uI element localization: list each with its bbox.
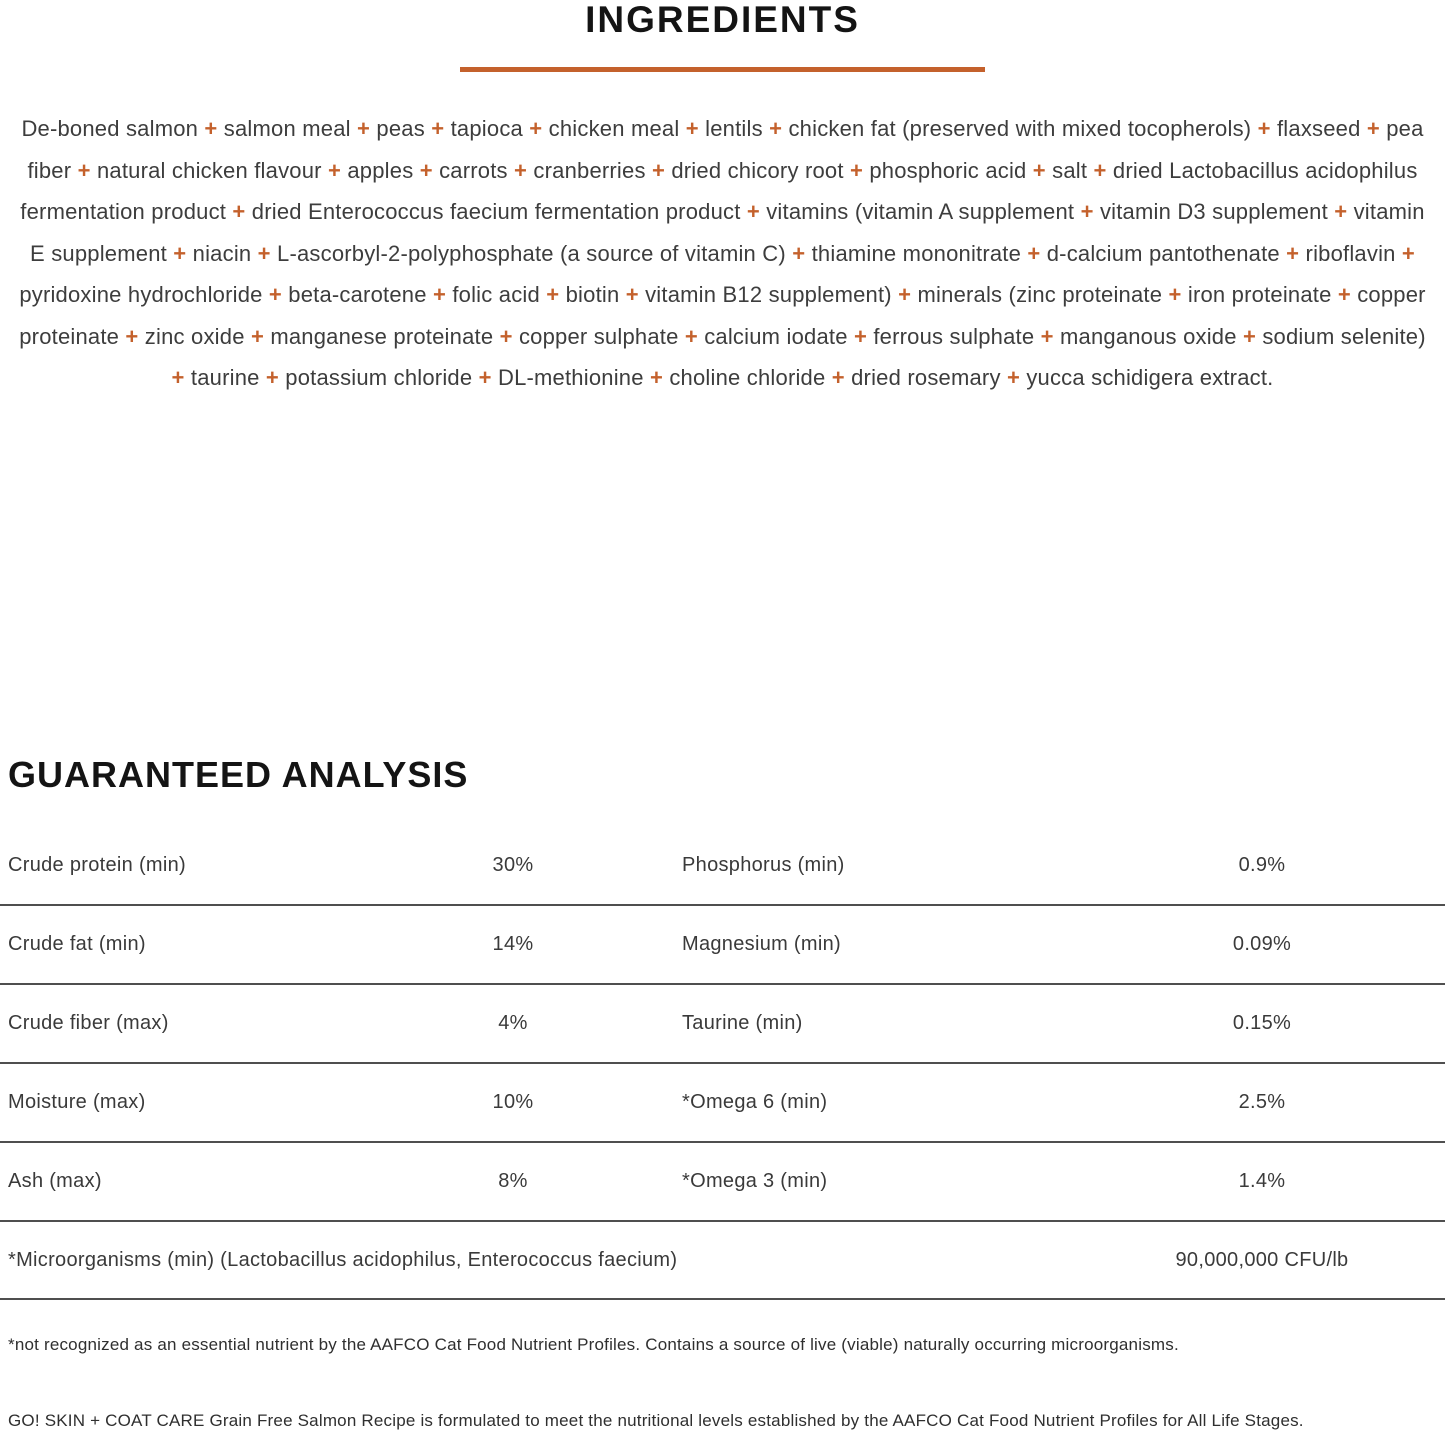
- plus-separator: +: [625, 282, 639, 307]
- plus-separator: +: [850, 157, 864, 183]
- plus-separator: +: [1040, 323, 1054, 349]
- ingredient-item: vitamin E supplement: [30, 199, 1425, 266]
- plus-separator: +: [478, 365, 492, 390]
- ingredient-item: chicken fat (preserved with mixed tocopherols): [788, 116, 1252, 141]
- ingredient-item: De-boned salmon: [21, 116, 199, 141]
- plus-separator: +: [125, 323, 139, 349]
- footnote-asterisk: *not recognized as an essential nutrient by the AAFCO Cat Food Nutrient Profiles. Contains a source of live (viable) naturally occurring microorganisms.: [8, 1335, 1179, 1354]
- plus-separator: +: [746, 199, 760, 224]
- nutrient-label: Ash (max): [8, 1170, 102, 1192]
- guaranteed-analysis-table: [0, 827, 1445, 1300]
- ingredients-paragraph: [12, 108, 1433, 399]
- microorganisms-value: 90,000,000 CFU/lb: [1175, 1248, 1349, 1271]
- plus-separator: +: [1366, 116, 1380, 141]
- nutrient-value: 10%: [492, 1091, 534, 1113]
- table-row: [0, 985, 1445, 1064]
- ingredient-item: folic acid: [452, 282, 540, 307]
- plus-separator: +: [1168, 282, 1182, 307]
- ingredient-item: dried chicory root: [671, 157, 844, 183]
- plus-separator: +: [898, 282, 912, 307]
- nutrient-value: 2.5%: [1238, 1091, 1286, 1113]
- plus-separator: +: [171, 365, 185, 390]
- plus-separator: +: [1337, 282, 1351, 307]
- nutrient-label: Crude fiber (max): [8, 1012, 169, 1034]
- ingredient-item: riboflavin: [1305, 240, 1396, 266]
- nutrient-value: 0.09%: [1232, 933, 1292, 955]
- plus-separator: +: [257, 240, 271, 266]
- ingredient-item: minerals (zinc proteinate: [917, 282, 1163, 307]
- nutrient-label: *Omega 6 (min): [682, 1091, 828, 1113]
- plus-separator: +: [265, 365, 279, 390]
- ingredient-item: sodium selenite): [1262, 323, 1426, 349]
- nutrient-label: Crude protein (min): [8, 854, 186, 876]
- plus-separator: +: [1027, 240, 1041, 266]
- plus-separator: +: [1401, 240, 1415, 266]
- plus-separator: +: [684, 323, 698, 349]
- plus-separator: +: [419, 157, 433, 183]
- ingredient-item: DL-methionine: [497, 365, 644, 390]
- ingredient-item: iron proteinate: [1187, 282, 1332, 307]
- ingredient-item: manganous oxide: [1059, 323, 1237, 349]
- plus-separator: +: [649, 365, 664, 390]
- ingredient-item: vitamin D3 supplement: [1099, 199, 1328, 224]
- ingredient-item: copper sulphate: [518, 323, 679, 349]
- ingredient-item: pyridoxine hydrochloride: [19, 282, 263, 307]
- table-row: [0, 1064, 1445, 1143]
- plus-separator: +: [1286, 240, 1300, 266]
- plus-separator: +: [1257, 116, 1271, 141]
- ingredient-item: taurine: [190, 365, 260, 390]
- ingredient-item: pea fiber: [27, 116, 1424, 183]
- ingredient-item: tapioca: [450, 116, 523, 141]
- ingredient-item: potassium chloride: [285, 365, 473, 390]
- ingredient-item: salmon meal: [223, 116, 351, 141]
- ingredient-item: yucca schidigera extract.: [1026, 365, 1274, 390]
- ingredient-item: L-ascorbyl-2-polyphosphate (a source of vitamin C): [277, 240, 786, 266]
- plus-separator: +: [268, 282, 282, 307]
- ingredient-item: vitamins (vitamin A supplement: [766, 199, 1075, 224]
- table-row: [0, 1143, 1445, 1222]
- microorganisms-label: *Microorganisms (min) (Lactobacillus acidophilus, Enterococcus faecium): [8, 1248, 678, 1271]
- ingredient-item: carrots: [439, 157, 508, 183]
- plus-separator: +: [1032, 157, 1046, 183]
- plus-separator: +: [651, 157, 666, 183]
- plus-separator: +: [432, 282, 447, 307]
- microorganisms-row: [0, 1222, 1445, 1300]
- ingredient-item: salt: [1052, 157, 1088, 183]
- ingredient-item: cranberries: [533, 157, 646, 183]
- ingredient-item: choline chloride: [669, 365, 826, 390]
- guaranteed-analysis-section: [0, 750, 1445, 1434]
- nutrient-label: *Omega 3 (min): [682, 1170, 828, 1192]
- guaranteed-analysis-title: GUARANTEED ANALYSIS: [8, 754, 469, 795]
- plus-separator: +: [1006, 365, 1021, 390]
- nutrient-label: Magnesium (min): [682, 933, 841, 955]
- ingredient-item: apples: [347, 157, 414, 183]
- ingredient-item: dried Enterococcus faecium fermentation product: [251, 199, 741, 224]
- ingredient-item: phosphoric acid: [869, 157, 1027, 183]
- nutrient-value: 0.9%: [1238, 854, 1286, 876]
- ingredient-item: dried Lactobacillus acidophilus fermentation product: [20, 157, 1418, 224]
- plus-separator: +: [1242, 323, 1257, 349]
- ingredient-item: ferrous sulphate: [873, 323, 1035, 349]
- plus-separator: +: [546, 282, 560, 307]
- nutrient-value: 1.4%: [1238, 1170, 1286, 1192]
- ingredient-item: beta-carotene: [288, 282, 427, 307]
- ingredient-item: calcium iodate: [704, 323, 848, 349]
- plus-separator: +: [685, 116, 699, 141]
- ingredient-item: d-calcium pantothenate: [1046, 240, 1280, 266]
- plus-separator: +: [1334, 199, 1348, 224]
- plus-separator: +: [431, 116, 445, 141]
- footnote-aafco-statement: GO! SKIN + COAT CARE Grain Free Salmon Recipe is formulated to meet the nutritional levels established by the AAFCO Cat Food Nutrient Profiles for All Life Stages.: [8, 1411, 1304, 1430]
- ingredient-item: copper proteinate: [19, 282, 1426, 349]
- plus-separator: +: [173, 240, 187, 266]
- ingredients-section: [0, 0, 1445, 399]
- ingredient-item: thiamine mononitrate: [811, 240, 1022, 266]
- ingredient-item: natural chicken flavour: [96, 157, 322, 183]
- ingredient-item: chicken meal: [548, 116, 680, 141]
- nutrient-label: Taurine (min): [682, 1012, 803, 1034]
- nutrient-label: Moisture (max): [8, 1091, 146, 1113]
- plus-separator: +: [831, 365, 845, 390]
- plus-separator: +: [792, 240, 806, 266]
- ingredient-item: lentils: [705, 116, 763, 141]
- plus-separator: +: [499, 323, 513, 349]
- ingredient-item: biotin: [565, 282, 620, 307]
- ingredient-item: vitamin B12 supplement): [645, 282, 892, 307]
- ingredient-item: flaxseed: [1277, 116, 1361, 141]
- nutrient-label: Crude fat (min): [8, 933, 146, 955]
- plus-separator: +: [514, 157, 528, 183]
- plus-separator: +: [204, 116, 218, 141]
- nutrient-value: 14%: [492, 933, 534, 955]
- table-row: [0, 827, 1445, 906]
- ingredient-item: niacin: [192, 240, 252, 266]
- ingredients-title: INGREDIENTS: [585, 0, 860, 40]
- plus-separator: +: [529, 116, 543, 141]
- ingredient-item: dried rosemary: [851, 365, 1001, 390]
- plus-separator: +: [769, 116, 783, 141]
- plus-separator: +: [1093, 157, 1107, 183]
- ingredient-item: manganese proteinate: [270, 323, 494, 349]
- nutrient-label: Phosphorus (min): [682, 854, 845, 876]
- nutrient-value: 4%: [498, 1012, 528, 1034]
- plus-separator: +: [232, 199, 246, 224]
- plus-separator: +: [327, 157, 342, 183]
- plus-separator: +: [250, 323, 265, 349]
- ingredients-divider: [460, 67, 985, 72]
- ingredient-item: zinc oxide: [144, 323, 245, 349]
- plus-separator: +: [357, 116, 371, 141]
- plus-separator: +: [853, 323, 868, 349]
- ingredient-item: peas: [376, 116, 425, 141]
- table-row: [0, 906, 1445, 985]
- nutrient-value: 0.15%: [1232, 1012, 1292, 1034]
- plus-separator: +: [1080, 199, 1094, 224]
- plus-separator: +: [77, 157, 91, 183]
- nutrient-value: 8%: [498, 1170, 528, 1192]
- nutrient-value: 30%: [492, 854, 534, 876]
